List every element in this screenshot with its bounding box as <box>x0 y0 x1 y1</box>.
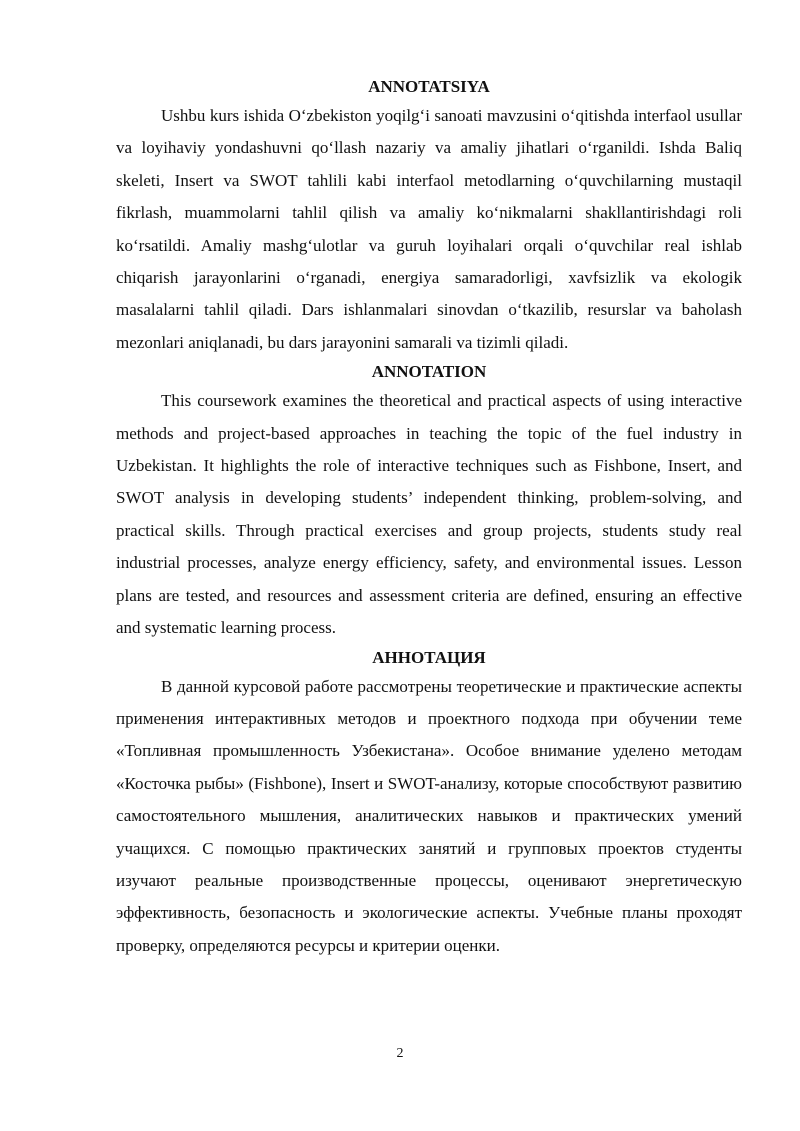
section-body-annotatsiya-ru: В данной курсовой работе рассмотрены теоретические и практические аспекты применения интерактивных методов и проектного подхода при обучении теме «Топливная промышленность Узбекистана». Особое внимание уделено методам «Косточка рыбы» (Fishbone), Insert и SWOT-анализу, которые способствуют развитию самостоятельного мышления, аналитических навыков и практических умений учащихся. С помощью практических занятий и групповых проектов студенты изучают реальные производственные процессы, оценивают энергетическую эффективность, безопасность и экологические аспекты. Учебные планы проходят проверку, определяются ресурсы и критерии оценки. <box>116 676 742 955</box>
section-title-annotatsiya-ru: АННОТАЦИЯ <box>372 647 486 667</box>
page-number: 2 <box>396 1046 404 1061</box>
page-content <box>116 74 742 962</box>
section-body-annotation: This coursework examines the theoretical and practical aspects of using interactive methods and project-based approaches in teaching the topic of the fuel industry in Uzbekistan. It highlights the role of interactive techniques such as Fishbone, Insert, and SWOT analysis in developing students’ independent thinking, problem-solving, and practical skills. Through practical exercises and group projects, students study real industrial processes, analyze energy efficiency, safety, and environmental issues. Lesson plans are tested, and resources and assessment criteria are defined, ensuring an effective and systematic learning process. <box>116 391 742 638</box>
section-body-annotatsiya: Ushbu kurs ishida O‘zbekiston yoqilg‘i sanoati mavzusini o‘qitishda interfaol usullar va loyihaviy yondashuvni qo‘llash nazariy va amaliy jihatlari o‘rganildi. Ishda Baliq skeleti, Insert va SWOT tahlili kabi interfaol metodlarning o‘quvchilarning mustaqil fikrlash, muammolarni tahlil qilish va amaliy ko‘nikmalarni shakllantirishdagi roli ko‘rsatildi. Amaliy mashg‘ulotlar va guruh loyihalari orqali o‘quvchilar real ishlab chiqarish jarayonlarini o‘rganadi, energiya samaradorligi, xavfsizlik va ekologik masalalarni tahlil qiladi. Dars ishlanmalari sinovdan o‘tkazilib, resurslar va baholash mezonlari aniqlanadi, bu dars jarayonini samarali va tizimli qiladi. <box>116 106 742 352</box>
section-title-annotation: ANNOTATION <box>371 362 487 382</box>
section-title-annotatsiya: ANNOTATSIYA <box>368 77 490 96</box>
